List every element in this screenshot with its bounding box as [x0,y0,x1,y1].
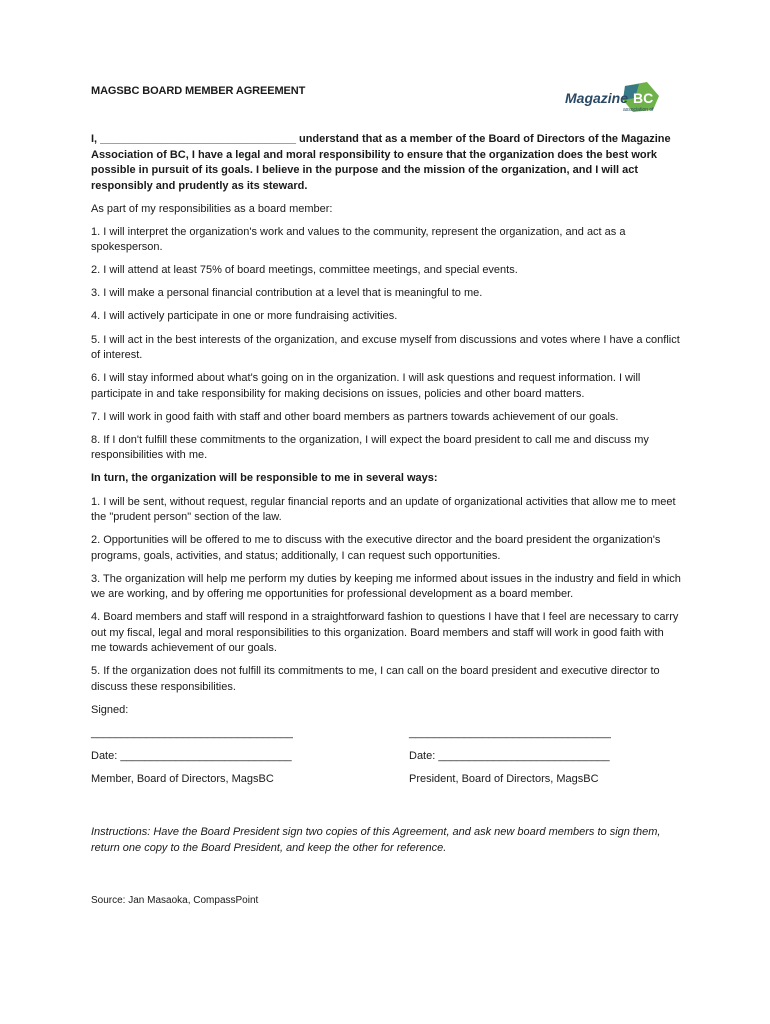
logo-word: Magazine [565,90,629,106]
logo-badge-text: BC [633,90,654,106]
member-signature [91,726,321,795]
logo-subtext: association of [623,107,654,113]
president-signature-line: _________________________________ [409,727,611,740]
responsibility-item: 8. If I don't fulfill these commitments to the organization, I will expect the board president to call me and discuss my responsibilities with me. [91,433,649,462]
responsibility-item: 6. I will stay informed about what's going on in the organization. I will ask questions and request information. I will participate in and take responsibility for making decisions on issues, policies and other board matters. [91,372,641,400]
responsibility-item: 7. I will work in good faith with staff and other board members as partners towards achievement of our goals. [91,410,619,423]
president-signature [409,726,639,795]
president-role: President, Board of Directors, MagsBC [409,773,599,786]
org-responsibility-item: 5. If the organization does not fulfill its commitments to me, I can call on the board president and executive director to discuss these responsibilities. [91,665,660,693]
responsibility-item: 3. I will make a personal financial contribution at a level that is meaningful to me. [91,287,483,300]
responsibility-item: 1. I will interpret the organization's work and values to the community, represent the organization, and act as a spokesperson. [91,225,626,254]
president-date-line: Date: ____________________________ [409,750,610,763]
responsibilities-intro: As part of my responsibilities as a board member: [91,202,333,215]
responsibility-item: 5. I will act in the best interests of the organization, and excuse myself from discussions and votes where I have a conflict of interest. [91,333,680,362]
agreement-body [91,132,681,864]
member-signature-line: _________________________________ [91,727,293,740]
magazine-bc-logo [563,80,663,116]
org-heading: In turn, the organization will be responsible to me in several ways: [91,472,438,485]
signed-label: Signed: [91,704,129,716]
org-responsibility-item: 1. I will be sent, without request, regular financial reports and an update of organizational activities that allow me to meet the "prudent person" section of the law. [91,495,676,524]
instructions-text: Instructions: Have the Board President sign two copies of this Agreement, and ask new board members to sign them, return one copy to the Board President, and keep the other for reference. [91,826,661,854]
org-responsibility-item: 3. The organization will help me perform my duties by keeping me informed about issues in the industry and field in which we are working, and by offering me opportunities for professional development as a board member. [91,572,681,601]
member-role: Member, Board of Directors, MagsBC [91,773,274,786]
intro-paragraph: I, ________________________________ understand that as a member of the Board of Directors of the Magazine Association of BC, I have a legal and moral responsibility to ensure that the organization does the best work possible in pursuit of its goals. I believe in the purpose and the mission of the organization, and I will act responsibly and prudently as its steward. [91,133,671,192]
responsibility-item: 2. I will attend at least 75% of board meetings, committee meetings, and special events. [91,264,518,277]
responsibility-item: 4. I will actively participate in one or more fundraising activities. [91,310,398,323]
org-responsibility-item: 4. Board members and staff will respond in a straightforward fashion to questions I have that I feel are necessary to carry out my fiscal, legal and moral responsibilities to this organization. Board members and staff will work in good faith with me towards achievement of our goals. [91,611,679,655]
source-credit: Source: Jan Masaoka, CompassPoint [91,895,259,906]
org-responsibility-item: 2. Opportunities will be offered to me to discuss with the executive director and the board president the organization's programs, goals, activities, and status; additionally, I can request such opportunities. [91,534,661,562]
member-date-line: Date: ____________________________ [91,750,292,763]
signature-block [91,726,639,795]
document-title: MAGSBC BOARD MEMBER AGREEMENT [91,85,306,97]
